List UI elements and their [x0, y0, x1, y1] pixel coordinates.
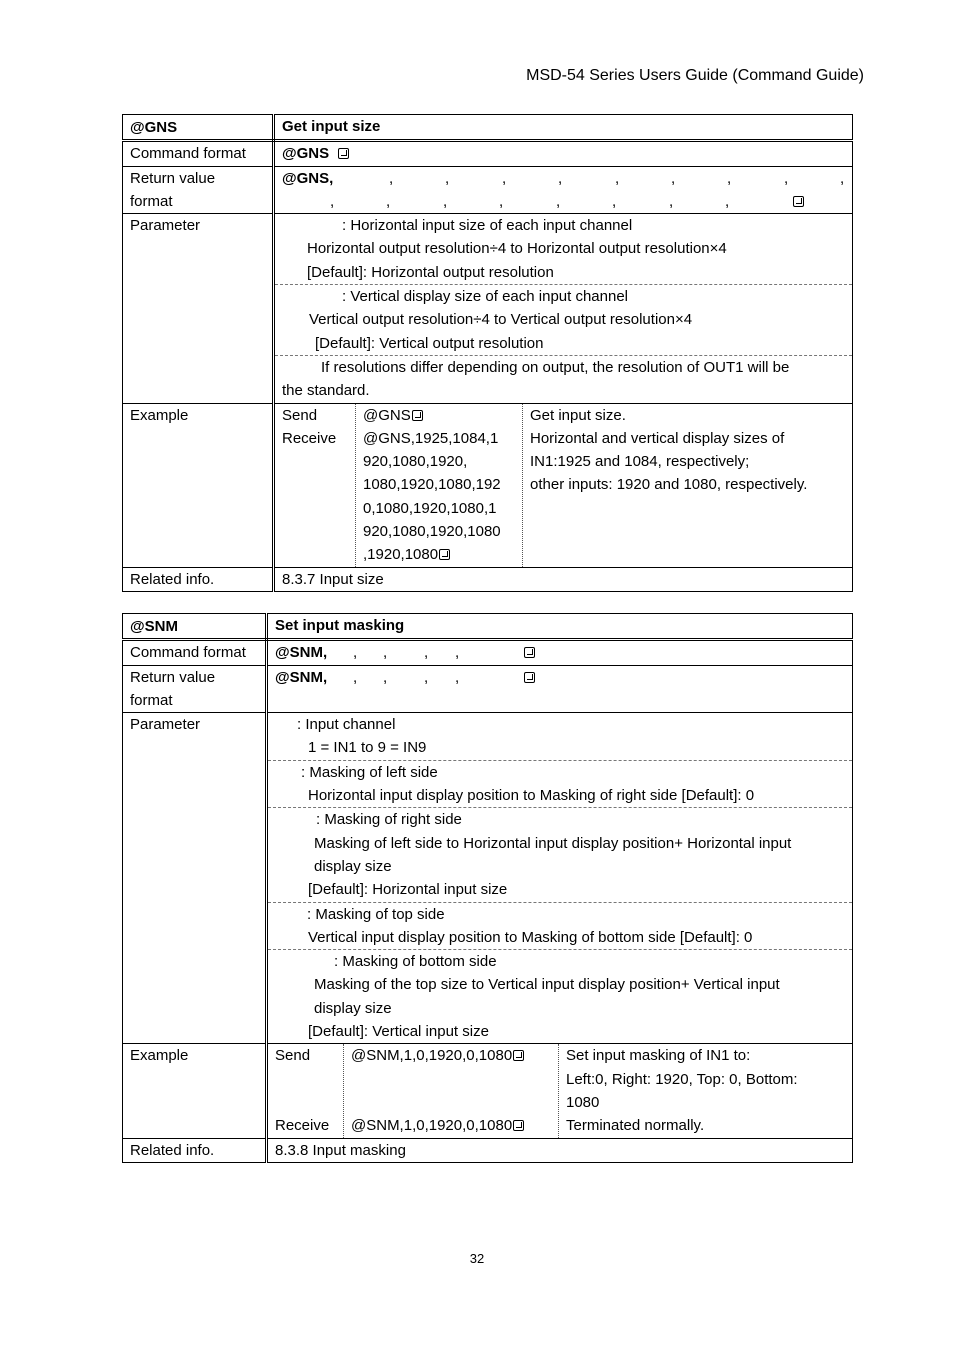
snm-related-value: 8.3.8 Input masking	[267, 1138, 853, 1162]
return-key-icon	[524, 672, 535, 683]
snm-param-channel-range: 1 = IN1 to 9 = IN9	[308, 739, 427, 757]
snm-param-bottom-range-cont: display size	[314, 999, 392, 1017]
snm-example-direction	[268, 1044, 343, 1137]
gns-receive-line: 920,1080,1920,1080	[363, 523, 501, 541]
snm-example-commands	[343, 1044, 559, 1137]
gns-parameter-cell	[274, 214, 853, 403]
gns-parameter-row	[123, 214, 853, 403]
gns-related-label: Related info.	[123, 567, 274, 591]
snm-format-cell	[267, 640, 853, 665]
return-key-icon	[439, 549, 450, 560]
snm-param-channel	[268, 713, 852, 761]
comma-glyph: ,	[671, 169, 676, 187]
gns-receive-line: ,1920,1080	[363, 546, 439, 564]
snm-command-table	[122, 613, 853, 1163]
comma-glyph: ,	[669, 192, 674, 210]
snm-param-bottom-desc: : Masking of bottom side	[334, 953, 497, 971]
comma-glyph: ,	[353, 644, 358, 662]
gns-return-value: @GNS,	[282, 169, 334, 187]
comma-glyph: ,	[389, 169, 394, 187]
snm-receive-description: Terminated normally.	[566, 1117, 705, 1135]
snm-command-title: Set input masking	[267, 614, 853, 640]
gns-receive-line: 1080,1920,1080,192	[363, 476, 501, 494]
gns-send-label: Send	[282, 406, 318, 424]
gns-param-note	[275, 356, 852, 403]
gns-command-title: Get input size	[274, 115, 853, 141]
gns-receive-label: Receive	[282, 429, 337, 447]
comma-glyph: ,	[502, 169, 507, 187]
return-key-icon	[513, 1120, 524, 1131]
gns-receive-line: 920,1080,1920,	[363, 453, 468, 471]
gns-param-v-default: [Default]: Vertical output resolution	[315, 334, 544, 352]
gns-format-row	[123, 141, 853, 166]
snm-param-left-desc: : Masking of left side	[301, 763, 438, 781]
return-key-icon	[338, 148, 349, 159]
gns-receive-description: Horizontal and vertical display sizes of	[530, 429, 785, 447]
gns-return-label-line1: Return value	[130, 169, 216, 187]
comma-glyph: ,	[443, 192, 448, 210]
comma-glyph: ,	[424, 668, 429, 686]
gns-receive-line-last	[363, 543, 522, 566]
gns-send-command-text: @GNS	[363, 406, 411, 424]
snm-send-description: Set input masking of IN1 to:	[566, 1047, 751, 1065]
comma-glyph: ,	[725, 192, 730, 210]
snm-param-right-range: Masking of left side to Horizontal input display position+ Horizontal input	[314, 834, 792, 852]
comma-glyph: ,	[386, 192, 391, 210]
comma-glyph: ,	[499, 192, 504, 210]
comma-glyph: ,	[615, 169, 620, 187]
snm-parameter-row	[123, 713, 853, 1044]
gns-send-command	[363, 404, 522, 427]
snm-param-left	[268, 761, 852, 809]
gns-param-h-desc: : Horizontal input size of each input channel	[342, 217, 633, 235]
comma-glyph: ,	[383, 644, 388, 662]
snm-send-command	[351, 1044, 558, 1067]
return-key-icon	[412, 410, 423, 421]
gns-param-note-line2: the standard.	[282, 382, 370, 400]
gns-receive-line: 0,1080,1920,1080,1	[363, 499, 497, 517]
snm-format-row	[123, 640, 853, 665]
comma-glyph: ,	[727, 169, 732, 187]
snm-example-descriptions	[559, 1044, 852, 1137]
snm-return-cell	[267, 665, 853, 713]
snm-related-row	[123, 1138, 853, 1162]
gns-related-value: 8.3.7 Input size	[274, 567, 853, 591]
gns-send-description: Get input size.	[530, 406, 626, 424]
snm-param-bottom	[268, 950, 852, 1043]
comma-glyph: ,	[612, 192, 617, 210]
gns-return-row	[123, 166, 853, 214]
page-header: MSD-54 Series Users Guide (Command Guide)	[526, 67, 864, 84]
return-key-icon-wrap	[523, 666, 535, 689]
comma-glyph: ,	[455, 668, 460, 686]
gns-param-v-desc: : Vertical display size of each input channel	[342, 288, 629, 306]
gns-param-h-range: Horizontal output resolution÷4 to Horizontal output resolution×4	[307, 240, 727, 258]
snm-param-left-range: Horizontal input display position to Masking of right side [Default]: 0	[308, 787, 755, 805]
snm-send-command-text: @SNM,1,0,1920,0,1080	[351, 1047, 513, 1065]
return-key-icon-wrap	[523, 641, 535, 664]
snm-return-value: @SNM,	[275, 668, 328, 686]
gns-receive-line: @GNS,1925,1084,1	[363, 429, 499, 447]
gns-command-name: @GNS	[123, 115, 274, 141]
gns-return-cell	[274, 166, 853, 214]
comma-glyph: ,	[330, 192, 335, 210]
gns-example-commands	[355, 404, 523, 567]
gns-param-horizontal	[275, 214, 852, 285]
gns-example-cell	[274, 403, 853, 567]
snm-return-label	[123, 665, 267, 713]
snm-example-label: Example	[123, 1044, 267, 1138]
gns-receive-description: IN1:1925 and 1084, respectively;	[530, 453, 750, 471]
comma-glyph: ,	[556, 192, 561, 210]
comma-glyph: ,	[445, 169, 450, 187]
gns-related-row	[123, 567, 853, 591]
gns-return-label	[123, 166, 274, 214]
gns-example-descriptions	[523, 404, 852, 567]
comma-glyph: ,	[784, 169, 789, 187]
gns-command-table	[122, 114, 853, 592]
comma-glyph: ,	[558, 169, 563, 187]
snm-format-label: Command format	[123, 640, 267, 665]
snm-param-top-range: Vertical input display position to Masking of bottom side [Default]: 0	[308, 928, 753, 946]
gns-format-label: Command format	[123, 141, 274, 166]
snm-format-value: @SNM,	[275, 644, 328, 662]
snm-parameter-cell	[267, 713, 853, 1044]
snm-param-right-desc: : Masking of right side	[316, 811, 462, 829]
comma-glyph: ,	[353, 668, 358, 686]
gns-param-h-default: [Default]: Horizontal output resolution	[307, 263, 554, 281]
snm-related-label: Related info.	[123, 1138, 267, 1162]
comma-glyph: ,	[840, 169, 845, 187]
gns-example-row	[123, 403, 853, 567]
return-key-icon	[793, 196, 804, 207]
snm-receive-command-text: @SNM,1,0,1920,0,1080	[351, 1117, 513, 1135]
snm-param-right-range-cont: display size	[314, 857, 392, 875]
snm-command-name: @SNM	[123, 614, 267, 640]
gns-param-v-range: Vertical output resolution÷4 to Vertical output resolution×4	[309, 311, 693, 329]
snm-send-description: 1080	[566, 1093, 600, 1111]
snm-receive-command	[351, 1114, 558, 1137]
snm-example-row	[123, 1044, 853, 1138]
gns-format-cell	[274, 141, 853, 166]
snm-param-top-desc: : Masking of top side	[307, 905, 445, 923]
snm-param-right	[268, 808, 852, 902]
gns-return-label-line2: format	[130, 192, 173, 210]
snm-receive-label: Receive	[275, 1117, 330, 1135]
gns-receive-description: other inputs: 1920 and 1080, respectively.	[530, 476, 808, 494]
snm-param-right-default: [Default]: Horizontal input size	[308, 881, 508, 899]
gns-header-row	[123, 115, 853, 141]
snm-header-row	[123, 614, 853, 640]
return-key-icon	[513, 1050, 524, 1061]
snm-param-bottom-range: Masking of the top size to Vertical input display position+ Vertical input	[314, 976, 780, 994]
snm-return-label-line1: Return value	[130, 668, 216, 686]
gns-format-value: @GNS	[282, 145, 330, 163]
gns-parameter-label: Parameter	[123, 214, 274, 403]
snm-param-channel-desc: : Input channel	[297, 716, 396, 734]
gns-example-label: Example	[123, 403, 274, 567]
snm-param-bottom-default: [Default]: Vertical input size	[308, 1023, 489, 1041]
page-number: 32	[469, 1251, 485, 1266]
snm-param-top	[268, 903, 852, 951]
comma-glyph: ,	[424, 644, 429, 662]
snm-send-description: Left:0, Right: 1920, Top: 0, Bottom:	[566, 1070, 798, 1088]
snm-return-row	[123, 665, 853, 713]
gns-param-note-line1: If resolutions differ depending on output, the resolution of OUT1 will be	[321, 358, 790, 376]
return-key-icon-wrap	[792, 190, 804, 213]
snm-parameter-label: Parameter	[123, 713, 267, 1044]
comma-glyph: ,	[455, 644, 460, 662]
comma-glyph: ,	[383, 668, 388, 686]
gns-example-direction	[275, 404, 355, 567]
return-key-icon	[524, 647, 535, 658]
snm-send-label: Send	[275, 1047, 311, 1065]
snm-return-label-line2: format	[130, 691, 173, 709]
gns-param-vertical	[275, 285, 852, 356]
snm-example-cell	[267, 1044, 853, 1138]
